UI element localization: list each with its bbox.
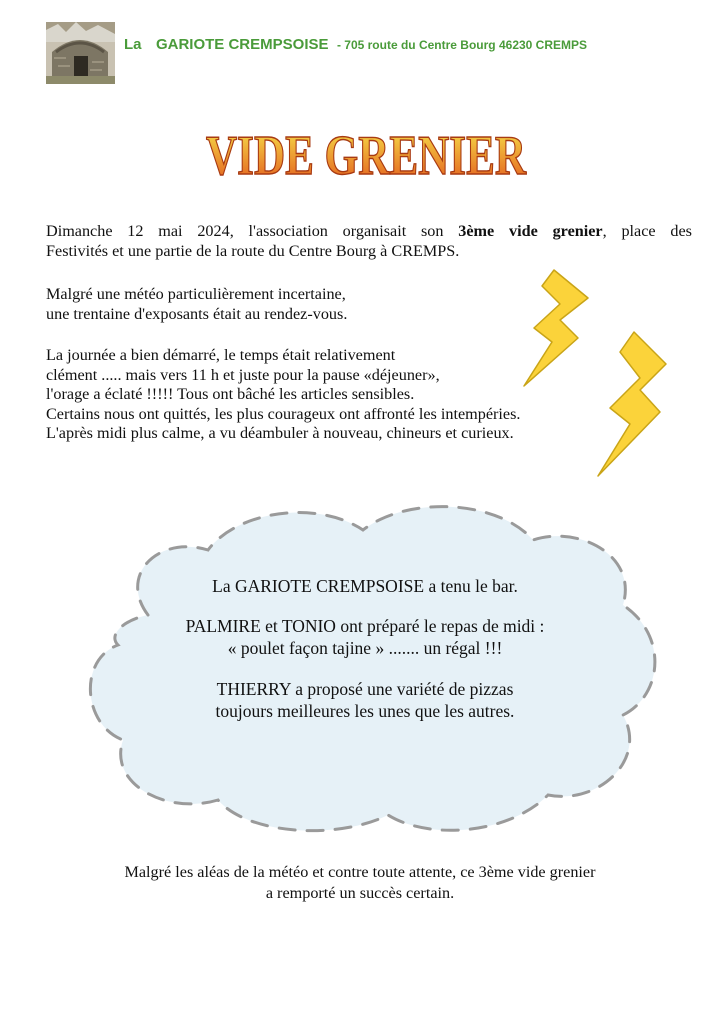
intro-text-a: Dimanche 12 mai 2024, l'association organisait son — [46, 222, 459, 240]
day-line-4: Certains nous ont quittés, les plus courageux ont affronté les intempéries. — [46, 404, 521, 423]
lightning-bolt-icon — [590, 330, 670, 480]
title-wordart — [196, 118, 536, 192]
paragraph-weather — [46, 285, 466, 324]
footer-conclusion — [60, 862, 660, 904]
cloud-text — [95, 575, 635, 722]
bar-line: La GARIOTE CREMPSOISE a tenu le bar. — [212, 576, 518, 596]
tajine-line: « poulet façon tajine » ....... un régal !!! — [227, 638, 503, 658]
stone-hut-photo-icon — [46, 22, 115, 84]
intro-text-b: , place des — [602, 222, 692, 240]
day-line-3: l'orage a éclaté !!!!! Tous ont bâché les articles sensibles. — [46, 385, 415, 403]
page-title — [196, 118, 536, 192]
lightning-bolt-icon — [512, 268, 592, 393]
weather-line-2: une trentaine d'exposants était au rendez-vous. — [46, 304, 348, 323]
header — [46, 22, 686, 84]
day-line-5: L'après midi plus calme, a vu déambuler à nouveau, chineurs et curieux. — [46, 424, 514, 442]
pizza-line-2: toujours meilleures les unes que les autres. — [215, 701, 515, 721]
day-line-1: La journée a bien démarré, le temps était relativement — [46, 346, 396, 364]
association-name: GARIOTE CREMPSOISE — [155, 36, 329, 53]
footer-line-2: a remporté un succès certain. — [265, 884, 455, 902]
intro-line-1 — [46, 222, 692, 242]
header-la: La — [124, 36, 142, 53]
intro-line-2: Festivités et une partie de la route du Centre Bourg à CREMPS. — [46, 241, 460, 260]
paragraph-intro — [46, 222, 692, 261]
title-text: VIDE GRENIER — [206, 125, 527, 187]
pizza-line-1: THIERRY a proposé une variété de pizzas — [216, 679, 514, 699]
header-title — [124, 36, 587, 54]
intro-bold: 3ème vide grenier — [458, 222, 603, 240]
association-address: - 705 route du Centre Bourg 46230 CREMPS — [336, 38, 588, 52]
footer-line-1: Malgré les aléas de la météo et contre toute attente, ce 3ème vide grenier — [124, 863, 596, 881]
day-line-2: clément ..... mais vers 11 h et juste pour la pause «déjeuner», — [46, 365, 440, 384]
weather-line-1: Malgré une météo particulièrement incertaine, — [46, 285, 346, 303]
meal-line: PALMIRE et TONIO ont préparé le repas de midi : — [185, 616, 545, 636]
